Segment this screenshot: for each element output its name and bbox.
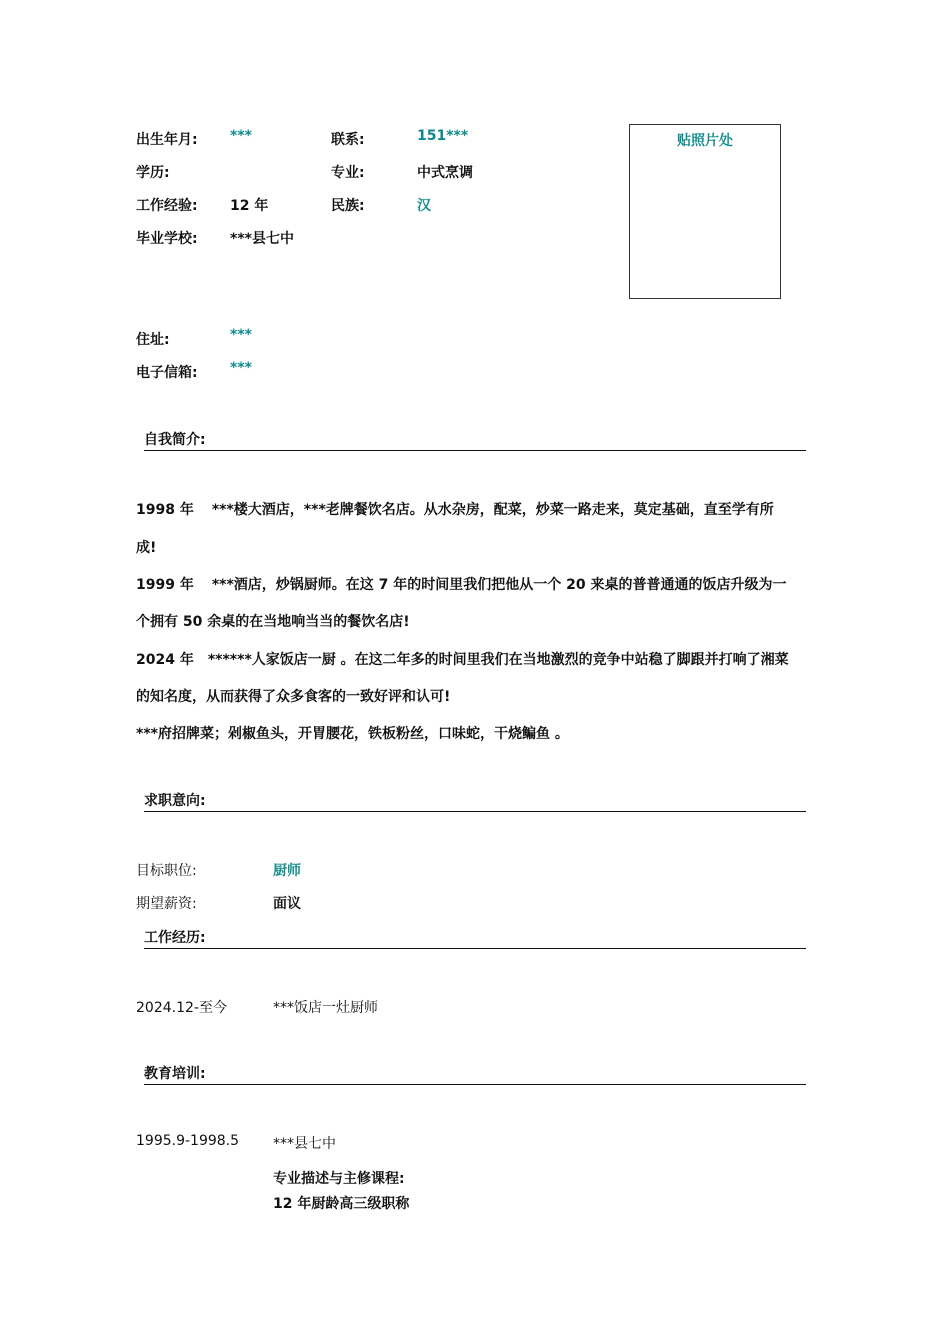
position-label: 目标职位: bbox=[136, 863, 197, 879]
email-label: 电子信箱: bbox=[136, 365, 198, 381]
intro-text: ***楼大酒店，***老牌餐饮名店。从水杂房，配菜，炒菜一路走来，莫定基础，直至学有所 bbox=[211, 502, 774, 518]
intro-text: 的知名度，从而获得了众多食客的一致好评和认可! bbox=[136, 689, 451, 705]
ethnicity-value: 汉 bbox=[417, 198, 431, 214]
major-label: 专业: bbox=[331, 165, 365, 181]
experience-value: 12 年 bbox=[230, 198, 269, 214]
job-intent-title: 求职意向: bbox=[144, 793, 206, 809]
education-title: 教育培训: bbox=[144, 1066, 206, 1082]
school-value: ***县七中 bbox=[230, 231, 294, 247]
address-label: 住址: bbox=[136, 332, 170, 348]
major-value: 中式烹调 bbox=[417, 165, 473, 181]
work-period: 2024.12-至今 bbox=[136, 1000, 227, 1016]
email-value: *** bbox=[230, 360, 252, 376]
address-value: *** bbox=[230, 327, 252, 343]
photo-placeholder bbox=[629, 124, 781, 299]
intro-line bbox=[136, 499, 806, 519]
intro-line bbox=[136, 611, 806, 631]
intro-year: 2024 年 bbox=[136, 652, 194, 668]
intro-year: 1998 年 bbox=[136, 502, 194, 518]
intro-line bbox=[136, 723, 806, 743]
intro-text: ***府招牌菜；剁椒鱼头，开胃腰花，铁板粉丝，口味蛇，干烧鳊鱼 。 bbox=[136, 726, 569, 742]
contact-value: 151*** bbox=[417, 128, 469, 144]
intro-year: 1999 年 bbox=[136, 577, 194, 593]
intro-line bbox=[136, 686, 806, 706]
intro-text: 个拥有 50 余桌的在当地响当当的餐饮名店! bbox=[136, 614, 410, 630]
job-intent-divider bbox=[144, 811, 806, 812]
intro-line bbox=[136, 537, 806, 557]
education-label: 学历: bbox=[136, 165, 170, 181]
ethnicity-label: 民族: bbox=[331, 198, 365, 214]
work-history-title: 工作经历: bbox=[144, 930, 206, 946]
salary-label: 期望薪资: bbox=[136, 896, 197, 912]
self-intro-divider bbox=[144, 450, 806, 451]
course-value: 12 年厨龄高三级职称 bbox=[273, 1196, 410, 1212]
intro-line bbox=[136, 649, 806, 669]
salary-value: 面议 bbox=[273, 896, 301, 912]
birth-value: *** bbox=[230, 128, 252, 144]
self-intro-title: 自我简介: bbox=[144, 432, 206, 448]
education-school: ***县七中 bbox=[273, 1136, 336, 1152]
photo-label: 贴照片处 bbox=[677, 133, 733, 149]
experience-label: 工作经验: bbox=[136, 198, 198, 214]
education-period: 1995.9-1998.5 bbox=[136, 1133, 240, 1149]
intro-text: ***酒店，炒锅厨师。在这 7 年的时间里我们把他从一个 20 来桌的普普通通的饭店升级为一 bbox=[211, 577, 787, 593]
work-history-divider bbox=[144, 948, 806, 949]
contact-label: 联系: bbox=[331, 132, 365, 148]
work-description: ***饭店一灶厨师 bbox=[273, 1000, 378, 1016]
intro-text: ******人家饭店一厨 。在这二年多的时间里我们在当地激烈的竞争中站稳了脚跟并打响了湘菜 bbox=[207, 652, 789, 668]
education-divider bbox=[144, 1084, 806, 1085]
position-value: 厨师 bbox=[273, 863, 301, 879]
birth-label: 出生年月: bbox=[136, 132, 198, 148]
intro-text: 成! bbox=[136, 540, 157, 556]
school-label: 毕业学校: bbox=[136, 231, 198, 247]
intro-line bbox=[136, 574, 806, 594]
course-label: 专业描述与主修课程: bbox=[273, 1171, 405, 1187]
